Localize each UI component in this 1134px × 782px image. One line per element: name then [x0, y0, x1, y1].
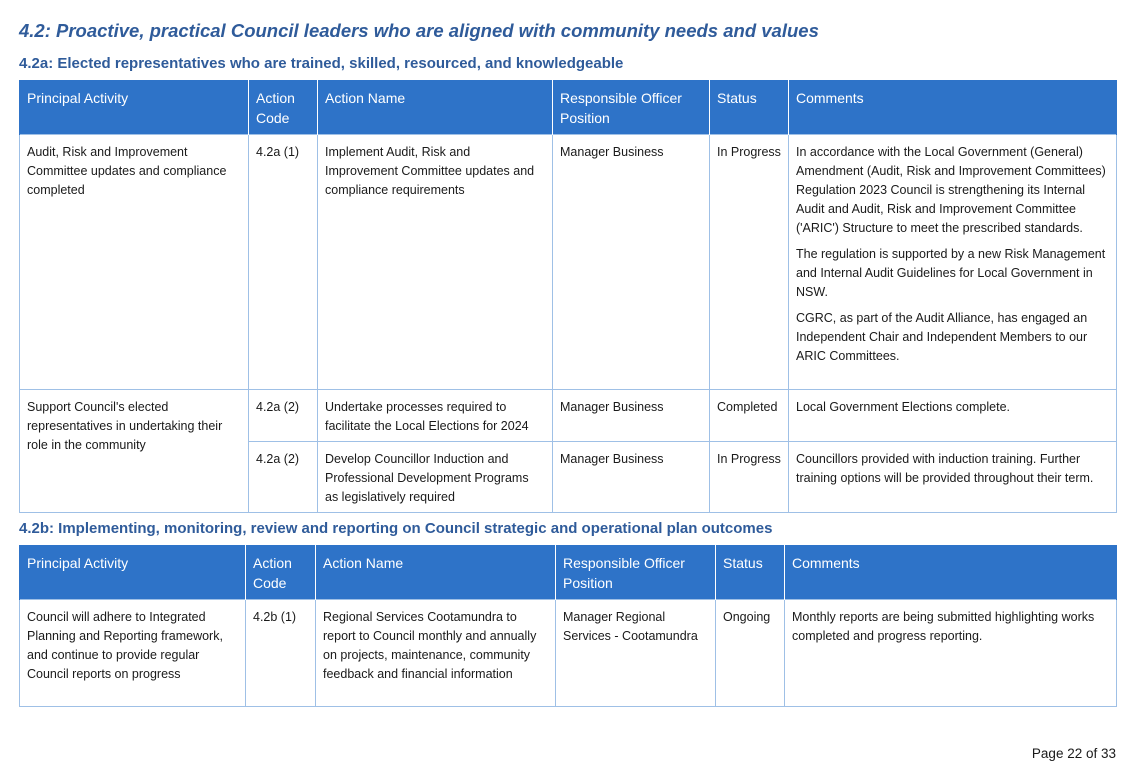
cell-code: 4.2a (2) [249, 390, 318, 442]
header-comments: Comments [789, 80, 1117, 135]
cell-officer: Manager Business [553, 390, 710, 442]
header-principal-activity: Principal Activity [20, 80, 249, 135]
cell-comments: Local Government Elections complete. [789, 390, 1117, 442]
header-action-code: Action Code [246, 545, 316, 600]
table-header-row [20, 545, 1117, 600]
table-4-2b [19, 545, 1117, 707]
cell-code: 4.2b (1) [246, 600, 316, 707]
cell-code: 4.2a (1) [249, 135, 318, 390]
table-row [20, 600, 1117, 707]
cell-action: Implement Audit, Risk and Improvement Committee updates and compliance requirements [318, 135, 553, 390]
header-responsible-officer: Responsible Officer Position [556, 545, 716, 600]
header-action-code: Action Code [249, 80, 318, 135]
cell-activity: Audit, Risk and Improvement Committee updates and compliance completed [20, 135, 249, 390]
cell-action: Develop Councillor Induction and Professional Development Programs as legislatively required [318, 442, 553, 513]
cell-comments [789, 135, 1117, 390]
comment-paragraph: CGRC, as part of the Audit Alliance, has engaged an Independent Chair and Independent Members to our ARIC Committees. [796, 311, 1088, 363]
table-4-2a [19, 80, 1117, 513]
table-row [20, 135, 1117, 390]
header-action-name: Action Name [318, 80, 553, 135]
cell-activity: Council will adhere to Integrated Planning and Reporting framework, and continue to provide regular Council reports on progress [20, 600, 246, 707]
header-responsible-officer: Responsible Officer Position [553, 80, 710, 135]
cell-action: Undertake processes required to facilitate the Local Elections for 2024 [318, 390, 553, 442]
cell-status: In Progress [710, 442, 789, 513]
header-action-name: Action Name [316, 545, 556, 600]
table-header-row [20, 80, 1117, 135]
header-principal-activity: Principal Activity [20, 545, 246, 600]
cell-officer: Manager Regional Services - Cootamundra [556, 600, 716, 707]
cell-status: Ongoing [716, 600, 785, 707]
cell-action: Regional Services Cootamundra to report to Council monthly and annually on projects, maintenance, community feedback and financial information [316, 600, 556, 707]
cell-activity: Support Council's elected representatives in undertaking their role in the community [20, 390, 249, 513]
cell-code: 4.2a (2) [249, 442, 318, 513]
header-comments: Comments [785, 545, 1117, 600]
header-status: Status [716, 545, 785, 600]
cell-officer: Manager Business [553, 442, 710, 513]
table-row [20, 390, 1117, 442]
comment-paragraph: In accordance with the Local Government (General) Amendment (Audit, Risk and Improvement Committees) Regulation 2023 Council is strengthening its Internal Audit and Audit, Risk and Improvement Committee ('ARIC') Structure to meet the prescribed standards. [796, 145, 1106, 235]
subsection-b-title: 4.2b: Implementing, monitoring, review and reporting on Council strategic and operational plan outcomes [19, 520, 773, 537]
subsection-a-title: 4.2a: Elected representatives who are trained, skilled, resourced, and knowledgeable [19, 55, 624, 72]
header-status: Status [710, 80, 789, 135]
page-number: Page 22 of 33 [1031, 746, 1116, 761]
comment-paragraph: The regulation is supported by a new Risk Management and Internal Audit Guidelines for Local Government in NSW. [796, 247, 1106, 299]
cell-status: In Progress [710, 135, 789, 390]
cell-comments: Monthly reports are being submitted highlighting works completed and progress reporting. [785, 600, 1117, 707]
cell-officer: Manager Business [553, 135, 710, 390]
section-title: 4.2: Proactive, practical Council leaders who are aligned with community needs and values [19, 20, 819, 41]
cell-comments: Councillors provided with induction training. Further training options will be provided throughout their term. [789, 442, 1117, 513]
cell-status: Completed [710, 390, 789, 442]
